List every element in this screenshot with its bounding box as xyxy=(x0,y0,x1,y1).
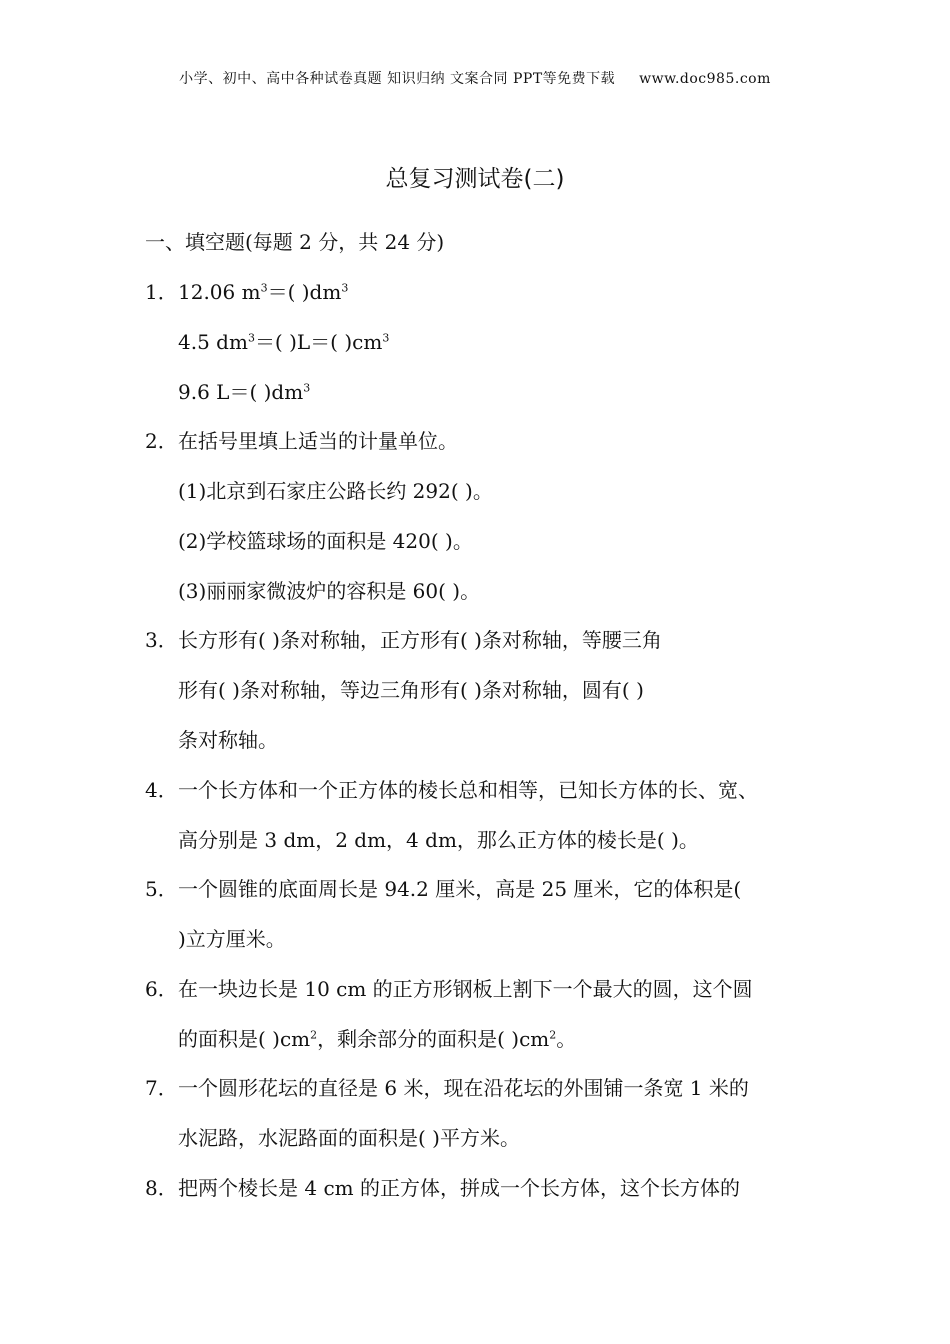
section-heading: 一、填空题(每题 2 分，共 24 分) xyxy=(145,230,445,254)
question-number: 3． xyxy=(145,628,178,652)
question-number: 8． xyxy=(145,1176,178,1200)
question-line: 一个长方体和一个正方体的棱长总和相等，已知长方体的长、宽、 xyxy=(178,778,758,802)
question-line: 形有( )条对称轴，等边三角形有( )条对称轴，圆有( ) xyxy=(178,678,644,702)
question-line: 高分别是 3 dm，2 dm，4 dm，那么正方体的棱长是( )。 xyxy=(178,828,699,852)
question-line: 一个圆锥的底面周长是 94.2 厘米，高是 25 厘米，它的体积是( xyxy=(178,877,742,901)
page-header xyxy=(0,68,950,88)
page-title: 总复习测试卷(二) xyxy=(385,166,565,192)
question-line: 在一块边长是 10 cm 的正方形钢板上割下一个最大的圆，这个圆 xyxy=(178,977,753,1001)
question-line: (2)学校篮球场的面积是 420( )。 xyxy=(178,529,473,553)
question-line: 12.06 $m^3=$( )$dm^3$ xyxy=(178,280,349,304)
question-line: 长方形有( )条对称轴，正方形有( )条对称轴，等腰三角 xyxy=(178,628,662,652)
question-line: 9.6 L＝( )$dm^3$ xyxy=(178,380,311,404)
question-number: 6． xyxy=(145,977,178,1001)
question-line: 一个圆形花坛的直径是 6 米，现在沿花坛的外围铺一条宽 1 米的 xyxy=(178,1076,749,1100)
question-line: 4.5 $dm^3=$( )L＝( )$cm^3$ xyxy=(178,330,390,354)
question-line: 在括号里填上适当的计量单位。 xyxy=(178,429,458,453)
question-number: 4． xyxy=(145,778,178,802)
question-line: 条对称轴。 xyxy=(178,728,278,752)
question-line: (3)丽丽家微波炉的容积是 60( )。 xyxy=(178,579,481,603)
question-line: 水泥路，水泥路面的面积是( )平方米。 xyxy=(178,1126,520,1150)
header-site-link[interactable]: www.doc985.com xyxy=(639,71,771,87)
question-line: 的面积是( )$cm^2$，剩余部分的面积是( )$cm^2$。 xyxy=(178,1027,577,1051)
question-number: 1． xyxy=(145,280,178,304)
header-tagline: 小学、初中、高中各种试卷真题 知识归纳 文案合同 PPT等免费下载 xyxy=(179,71,616,87)
question-number: 5． xyxy=(145,877,178,901)
question-line: 把两个棱长是 4 cm 的正方体，拼成一个长方体，这个长方体的 xyxy=(178,1176,740,1200)
question-line: )立方厘米。 xyxy=(178,927,286,951)
question-number: 2． xyxy=(145,429,178,453)
question-line: (1)北京到石家庄公路长约 292( )。 xyxy=(178,479,493,503)
question-number: 7． xyxy=(145,1076,178,1100)
